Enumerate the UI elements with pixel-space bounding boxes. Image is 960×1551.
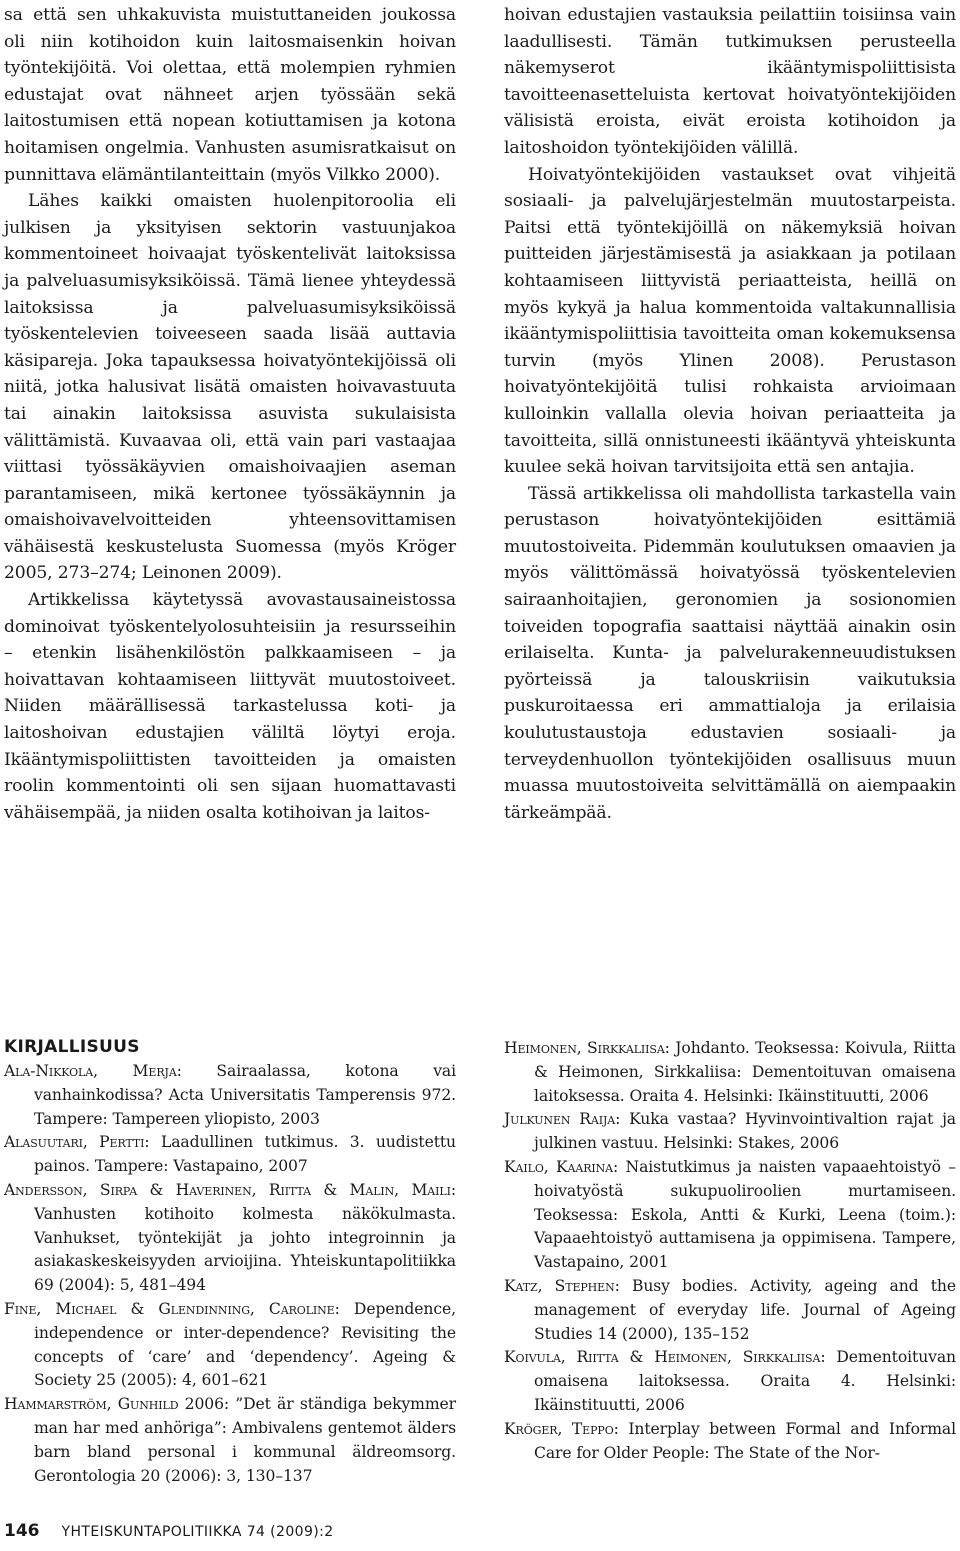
reference-author: Fine, Michael & Glendinning, Caroline:: [4, 1299, 340, 1318]
paragraph: Lähes kaikki omaisten huolenpitoroolia eli julkisen ja yksityisen sektorin vastuunjakoa kommentoineet hoivaajat työskentelivät laitoksissa ja palveluasumisyksiköissä. Tämä lienee yhteydessä laitoksissa ja palveluasumisyksiköissä työskentelevien toiveeseen saada lisää auttavia käsipareja. Joka tapauksessa hoivatyöntekijöissä oli niitä, jotka halusivat lisätä omaisten hoivavastuuta tai ainakin laitoksissa asuvista sukulaisista välittämistä. Kuvaavaa oli, että vain pari vastaajaa viittasi työssäkäyvien omaishoivaajien aseman parantamiseen, mikä kertonee työssäkäynnin ja omaishoivavelvoitteiden yhteensovittamisen vähäisestä keskustelusta Suomessa (myös Kröger 2005, 273–274; Leinonen 2009).: [4, 191, 456, 584]
reference-item: [504, 1108, 956, 1156]
paragraph: Tässä artikkelissa oli mahdollista tarkastella vain perustason hoivatyöntekijöiden esittämiä muutostoiveita. Pidemmän koulutuksen omaavien ja myös välittömässä hoivatyössä työskentelevien sairaanhoitajien, geronomien ja sosionomien toiveiden topografia saattaisi näyttää ainakin osin erilaiselta. Kunta- ja palvelurakenneuudistuksen pyörteissä ja talouskriisin vaikutuksia puskuroitaessa eri ammattialoja ja erilaisia koulutustaustoja edustavien sosiaali- ja terveydenhuollon työntekijöiden osallisuus muun muassa muutostoiveita selvittämällä on aiempaakin tärkeämpää.: [504, 483, 956, 823]
journal-name: YHTEISKUNTAPOLITIIKKA 74 (2009):2: [61, 1524, 334, 1540]
body-column-right: [504, 2, 956, 826]
reference-text: Naistutkimus ja naisten vapaaehtoistyö – hoivatyöstä sukupuoliroolien murtamiseen. Teoksessa: Eskola, Antti & Kurki, Leena (toim.): Vapaaehtoistyö auttamisena ja oppimisena. Tampere, Vastapaino, 2001: [534, 1157, 956, 1272]
reference-author: Ala-Nikkola, Merja:: [4, 1062, 182, 1080]
reference-text: 2006: ”Det är ständiga bekymmer man har med anhöriga”: Ambivalens gentemot älders barn bland personal i kommunal äldreomsorg. Gerontologia 20 (2006): 3, 130–137: [34, 1395, 457, 1485]
reference-item: [504, 1418, 956, 1466]
reference-text: Busy bodies. Activity, ageing and the management of everyday life. Journal of Ageing Studies 14 (2000), 135–152: [534, 1276, 956, 1343]
reference-item: [504, 1037, 956, 1108]
reference-text: Sairaalassa, kotona vai vanhainkodissa? Acta Universitatis Tamperensis 972. Tampere: Tampereen yliopisto, 2003: [34, 1062, 456, 1128]
reference-item: [504, 1275, 956, 1346]
reference-text: Dependence, independence or inter-dependence? Revisiting the concepts of ‘care’ and ‘dependency’. Ageing & Society 25 (2005): 4, 601–621: [34, 1299, 456, 1390]
body-column-left: [4, 2, 456, 826]
reference-item: [4, 1298, 456, 1393]
reference-author: Kröger, Teppo:: [504, 1419, 619, 1438]
paragraph: Hoivatyöntekijöiden vastaukset ovat vihjeitä sosiaali- ja palvelujärjestelmän muutostarpeista. Paitsi että työntekijöillä on näkemyksiä hoivan puitteiden järjestämisestä ja asiakkaan ja potilaan kohtaamiseen liittyvistä periaatteista, heillä on myös kykyä ja halua kommentoida valtakunnallisia ikääntymispoliittisia tavoitteita oman kokemuksensa turvin (myös Ylinen 2008). Perustason hoivatyöntekijöitä tulisi rohkaista arvioimaan kulloinkin vallalla olevia hoivan periaatteita ja tavoitteita, sillä onnistuneesti ikääntyvä yhteiskunta kuulee sekä hoivan tarvitsijoita että sen antajia.: [504, 164, 956, 478]
reference-text: Vanhusten kotihoito kolmesta näkökulmasta. Vanhukset, työntekijät ja johto integroinnin ja asiakaskeskeisyyden arvioijina. Yhteiskuntapolitiikka 69 (2004): 5, 481–494: [34, 1204, 456, 1295]
references-list-right: [504, 1037, 956, 1465]
reference-item: [504, 1346, 956, 1417]
paragraph: hoivan edustajien vastauksia peilattiin toisiinsa vain laadullisesti. Tämän tutkimuksen perusteella näkemyserot ikääntymispoliittisista tavoitteenasetteluista kertovat hoivatyöntekijöiden välisistä eroista, eivät eroista kotihoidon ja laitoshoidon työntekijöiden välillä.: [504, 5, 956, 158]
reference-item: [504, 1156, 956, 1275]
reference-author: Hammarström, Gunhild: [4, 1395, 179, 1414]
page-footer: [4, 1521, 334, 1541]
reference-author: Kailo, Kaarina:: [504, 1157, 619, 1176]
reference-author: Andersson, Sirpa & Haverinen, Riitta & Malin, Maili:: [4, 1180, 456, 1199]
reference-item: [4, 1060, 456, 1131]
paragraph: sa että sen uhkakuvista muistuttaneiden joukossa oli niin kotihoidon kuin laitosmaisenkin hoivan työntekijöitä. Voi olettaa, että molempien ryhmien edustajat ovat nähneet arjen työssään sekä laitostumisen että nopean kotiuttamisen ja kotona hoitamisen ongelmia. Vanhusten asumisratkaisut on punnittava elämäntilanteittain (myös Vilkko 2000).: [4, 5, 456, 185]
reference-text: Johdanto. Teoksessa: Koivula, Riitta & Heimonen, Sirkkaliisa: Dementoituvan omaisena laitoksessa. Oraita 4. Helsinki: Ikäinstituutti, 2006: [534, 1039, 956, 1105]
references-list-left: [4, 1060, 456, 1488]
page-number: 146: [4, 1521, 40, 1541]
references-heading: KIRJALLISUUS: [4, 1037, 140, 1057]
reference-author: Julkunen Raija:: [504, 1110, 621, 1129]
reference-author: Alasuutari, Pertti:: [4, 1133, 150, 1152]
reference-text: Interplay between Formal and Informal Care for Older People: The State of the Nor-: [534, 1419, 956, 1462]
reference-text: Kuka vastaa? Hyvinvointivaltion rajat ja julkinen vastuu. Helsinki: Stakes, 2006: [534, 1110, 956, 1153]
reference-text: Laadullinen tutkimus. 3. uudistettu painos. Tampere: Vastapaino, 2007: [34, 1133, 456, 1176]
reference-author: Heimonen, Sirkkaliisa:: [504, 1039, 670, 1057]
reference-author: Katz, Stephen:: [504, 1276, 620, 1295]
reference-item: [4, 1179, 456, 1298]
reference-item: [4, 1131, 456, 1179]
reference-text: Dementoituvan omaisena laitoksessa. Oraita 4. Helsinki: Ikäinstituutti, 2006: [534, 1348, 956, 1414]
reference-item: [4, 1393, 456, 1488]
paragraph: Artikkelissa käytetyssä avovastausaineistossa dominoivat työskentelyolosuhteisiin ja resursseihin – etenkin lisähenkilöstön palkkaamiseen – ja hoivattavan kohtaamiseen liittyvät muutostoiveet. Niiden määrällisessä tarkastelussa koti- ja laitoshoivan edustajien väliltä löytyi eroja. Ikääntymispoliittisten tavoitteiden ja omaisten roolin kommentointi oli sen sijaan huomattavasti vähäisempää, ja niiden osalta kotihoivan ja laitos-: [4, 590, 456, 823]
reference-author: Koivula, Riitta & Heimonen, Sirkkaliisa:: [504, 1348, 826, 1367]
